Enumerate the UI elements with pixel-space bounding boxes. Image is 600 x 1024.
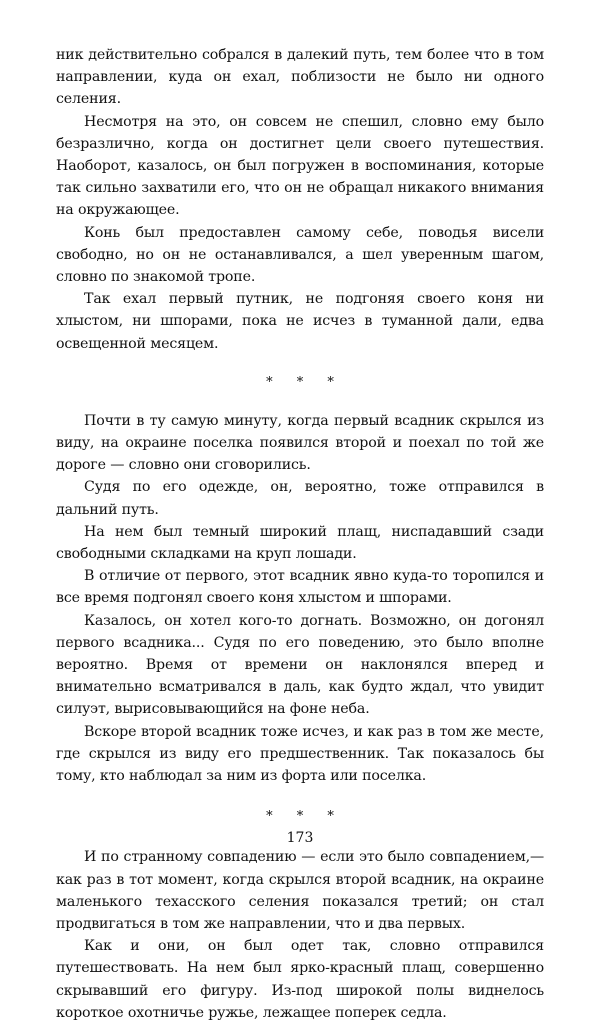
page-number: 173	[286, 830, 314, 846]
page-text	[56, 44, 544, 1024]
paragraph: Несмотря на это, он совсем не спешил, словно ему было безразлично, когда он достигнет цели своего путешествия. Наоборот, казалось, он был погружен в воспоминания, которые так сильно захватили его, что он не обращал никакого внимания на окружающее.	[56, 113, 544, 219]
paragraph: Как и они, он был одет так, словно отправился путешествовать. На нем был ярко-красный плащ, совершенно скрывавший его фигуру. Из-под широкой полы виднелось короткое охотничье ружье, лежащее поперек седла.	[56, 938, 544, 1021]
paragraph: Почти в ту самую минуту, когда первый всадник скрылся из виду, на окраине поселка появился второй и поехал по той же дороге — словно они сговорились.	[56, 412, 544, 474]
section-separator: * * *	[266, 374, 344, 390]
paragraph: Казалось, он хотел кого-то догнать. Возможно, он догонял первого всадника... Судя по его поведению, это было вполне вероятно. Время от времени он наклонялся вперед и внимательно всматривался в даль, как будто ждал, что увидит силуэт, вырисовывающийся на фоне неба.	[56, 612, 544, 718]
paragraph: Конь был предоставлен самому себе, поводья висели свободно, но он не останавливался, а шел уверенным шагом, словно по знакомой тропе.	[56, 224, 544, 286]
paragraph: Так ехал первый путник, не подгоняя своего коня ни хлыстом, ни шпорами, пока не исчез в туманной дали, едва освещенной месяцем.	[56, 291, 544, 352]
section-separator: * * *	[266, 809, 344, 825]
paragraph: Вскоре второй всадник тоже исчез, и как раз в том же месте, где скрылся из виду его предшественник. Так показалось бы тому, кто наблюдал за ним из форта или поселка.	[56, 723, 544, 785]
paragraph: Судя по его одежде, он, вероятно, тоже отправился в дальний путь.	[56, 479, 544, 518]
paragraph: ник действительно собрался в далекий путь, тем более что в том направлении, куда он ехал, поблизости не было ни одного селения.	[56, 47, 544, 108]
paragraph: И по странному совпадению — если это было совпадением,— как раз в тот момент, когда скрылся второй всадник, на окраине маленького техасского селения показался третий; он стал продвигаться в том же направлении, что и два первых.	[56, 849, 544, 932]
paragraph: В отличие от первого, этот всадник явно куда-то торопился и все время подгонял своего коня хлыстом и шпорами.	[56, 568, 544, 607]
paragraph: На нем был темный широкий плащ, ниспадавший сзади свободными складками на круп лошади.	[56, 523, 544, 563]
